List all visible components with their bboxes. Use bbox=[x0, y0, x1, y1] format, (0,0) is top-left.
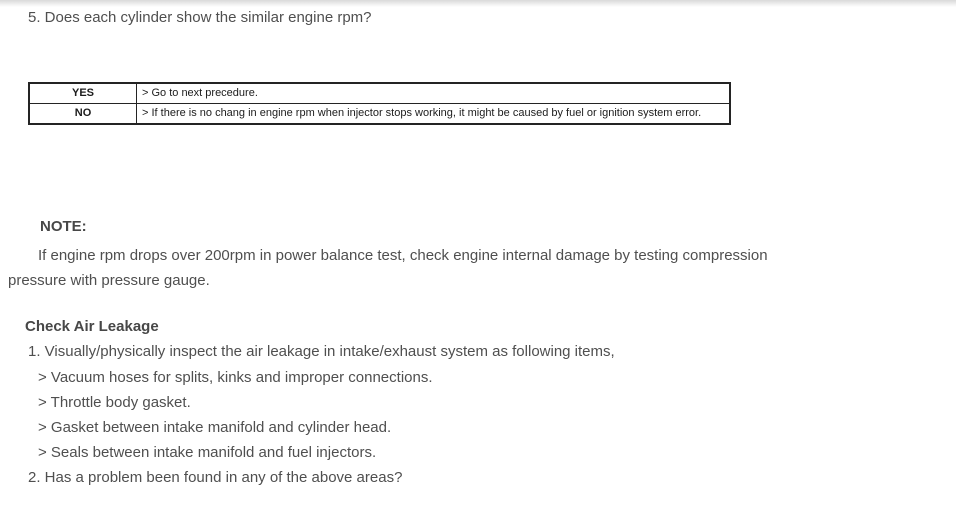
table-row-yes bbox=[29, 83, 730, 104]
list-item-throttle-body-gasket: > Throttle body gasket. bbox=[38, 394, 191, 411]
no-action-cell: > If there is no chang in engine rpm when injector stops working, it might be caused by fuel or ignition system error. bbox=[137, 104, 731, 125]
yes-label-cell: YES bbox=[29, 83, 137, 104]
list-item-intake-manifold-gasket: > Gasket between intake manifold and cylinder head. bbox=[38, 419, 392, 436]
yes-no-result-table bbox=[28, 82, 731, 125]
no-label-cell: NO bbox=[29, 104, 137, 125]
table-row-no bbox=[29, 104, 730, 125]
yes-action-cell: > Go to next precedure. bbox=[137, 83, 731, 104]
note-text: If engine rpm drops over 200rpm in power balance test, check engine internal damage by testing compression pressure with pressure gauge. bbox=[8, 247, 768, 289]
top-scroll-shadow bbox=[0, 0, 956, 7]
note-heading: NOTE: bbox=[40, 218, 87, 235]
step-question: 5. Does each cylinder show the similar engine rpm? bbox=[28, 9, 372, 26]
section-title-check-air-leakage: Check Air Leakage bbox=[25, 318, 159, 335]
list-item-fuel-injector-seals: > Seals between intake manifold and fuel injectors. bbox=[38, 444, 377, 461]
list-item-vacuum-hoses: > Vacuum hoses for splits, kinks and improper connections. bbox=[38, 369, 433, 386]
step-2-question: 2. Has a problem been found in any of the above areas? bbox=[28, 469, 403, 486]
step-1-instruction: 1. Visually/physically inspect the air leakage in intake/exhaust system as following items, bbox=[28, 343, 615, 360]
